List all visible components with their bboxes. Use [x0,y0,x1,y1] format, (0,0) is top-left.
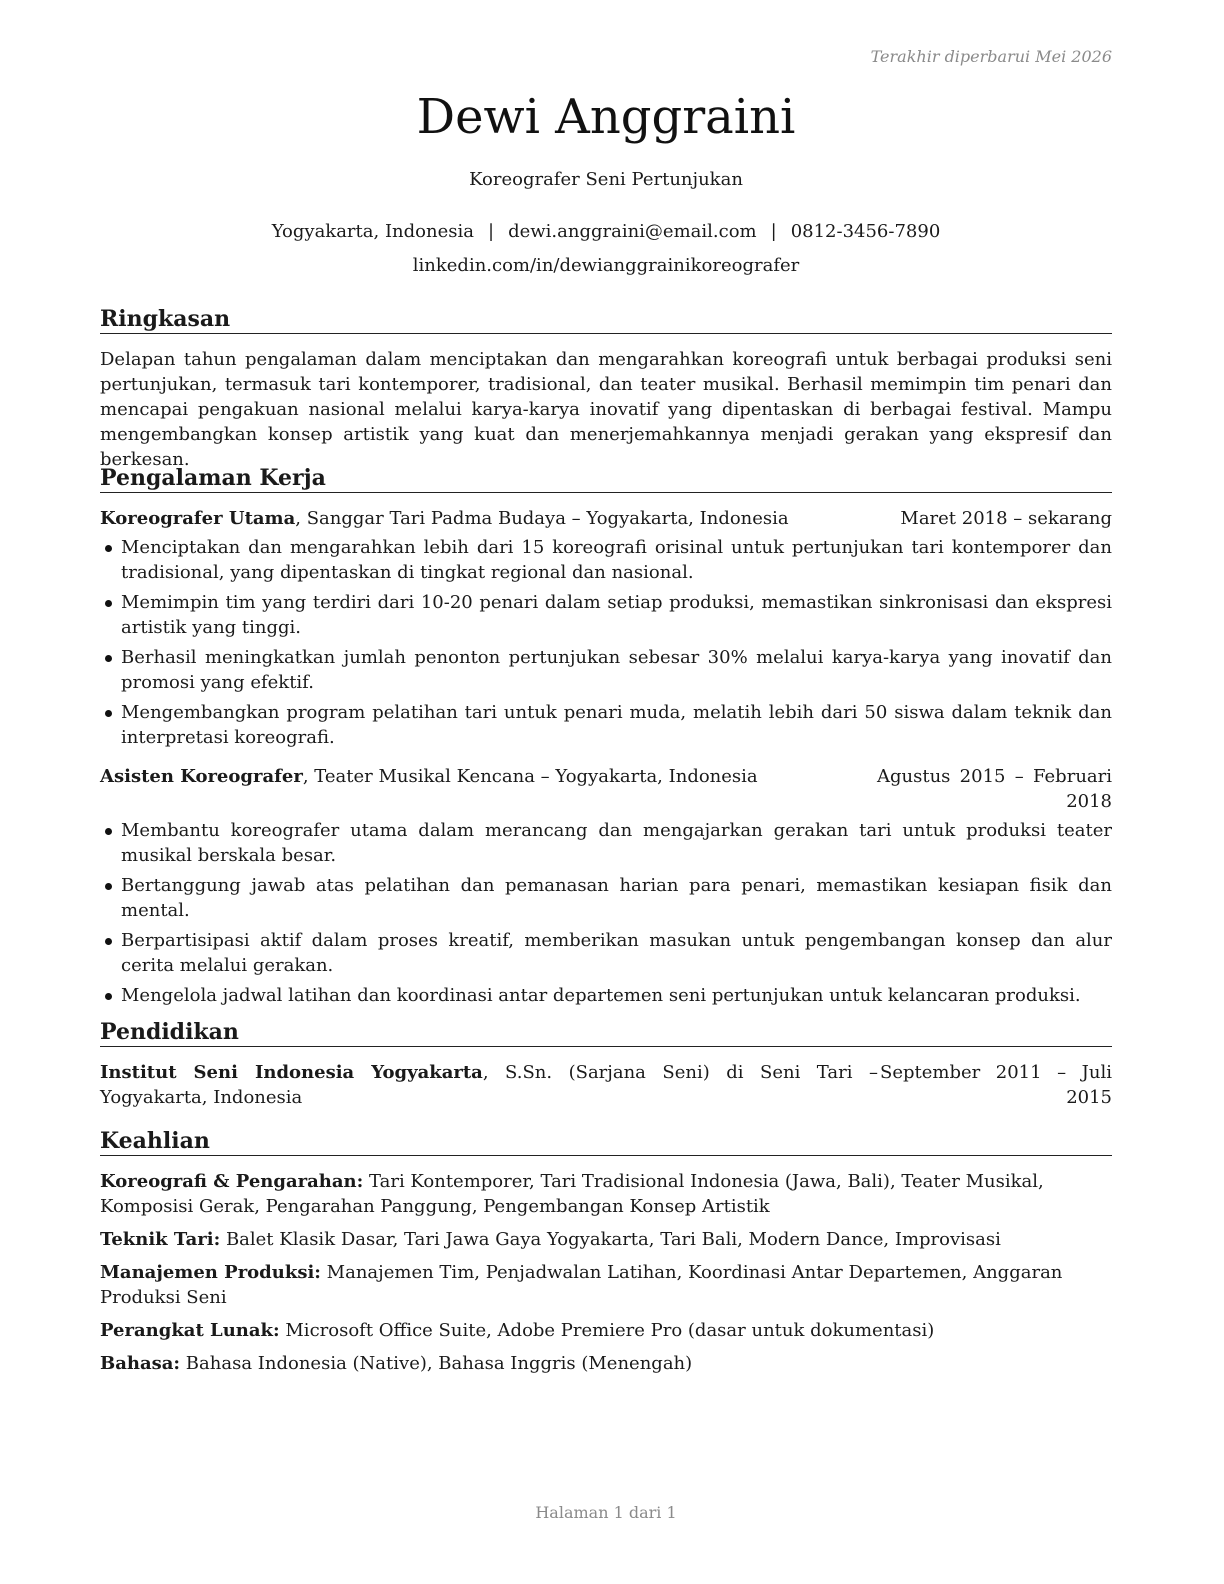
skill-row [100,1260,1112,1310]
list-item: Memimpin tim yang terdiri dari 10-20 penari dalam setiap produksi, memastikan sinkronisasi dan ekspresi artistik yang tinggi. [100,590,1112,640]
contact-phone: 0812-3456-7890 [790,221,941,242]
resume-page [100,0,1112,1584]
skills-section [100,1128,1112,1384]
job-bullets [100,535,1112,750]
job-header [100,506,1112,531]
list-item: Menciptakan dan mengarahkan lebih dari 15 koreografi orisinal untuk pertunjukan tari kontemporer dan tradisional, yang dipentaskan di tingkat regional dan nasional. [100,535,1112,585]
job-entry [100,506,1112,750]
job-header [100,764,1112,814]
skill-value: Bahasa Indonesia (Native), Bahasa Inggris (Menengah) [180,1353,693,1374]
skill-row [100,1169,1112,1219]
education-dates: September 2011 – Juli 2015 [880,1062,1112,1108]
skill-label: Teknik Tari: [100,1229,221,1250]
last-updated: Terakhir diperbarui Mei 2026 [870,47,1112,66]
candidate-name: Dewi Anggraini [416,89,796,145]
skill-value: Tari Kontemporer, Tari Tradisional Indonesia (Jawa, Bali), Teater Musikal, Komposisi Gerak, Pengarahan Panggung, Pengembangan Konsep Artistik [100,1171,1044,1217]
section-heading: Keahlian [100,1128,1112,1156]
skill-label: Manajemen Produksi: [100,1262,321,1283]
section-heading: Pendidikan [100,1019,1112,1047]
skill-label: Bahasa: [100,1353,181,1374]
skill-row [100,1227,1112,1252]
list-item: Berpartisipasi aktif dalam proses kreatif, memberikan masukan untuk pengembangan konsep dan alur cerita melalui gerakan. [100,928,1112,978]
contact-location: Yogyakarta, Indonesia [271,221,474,242]
list-item: Membantu koreografer utama dalam merancang dan mengajarkan gerakan tari untuk produksi teater musikal berskala besar. [100,818,1112,868]
contact-separator: | [487,221,495,242]
contact-line [100,219,1112,244]
experience-section [100,465,1112,1013]
job-dates: Agustus 2015 – Februari 2018 [877,766,1112,812]
page-number: Halaman 1 dari 1 [535,1503,677,1522]
contact-email[interactable]: dewi.anggraini@email.com [508,221,757,242]
section-heading: Pengalaman Kerja [100,465,1112,493]
skill-row [100,1351,1112,1376]
skill-value: Manajemen Tim, Penjadwalan Latihan, Koordinasi Antar Departemen, Anggaran Produksi Seni [100,1262,1063,1308]
list-item: Mengelola jadwal latihan dan koordinasi antar departemen seni pertunjukan untuk kelancaran produksi. [100,983,1112,1008]
skill-value: Balet Klasik Dasar, Tari Jawa Gaya Yogyakarta, Tari Bali, Modern Dance, Improvisasi [220,1229,1001,1250]
list-item: Berhasil meningkatkan jumlah penonton pertunjukan sebesar 30% melalui karya-karya yang inovatif dan promosi yang efektif. [100,645,1112,695]
education-entry [100,1060,1112,1110]
job-title: Asisten Koreografer [100,766,303,787]
job-entry [100,764,1112,1008]
contact-linkedin[interactable]: linkedin.com/in/dewianggrainikoreografer [412,255,800,276]
education-section [100,1019,1112,1110]
education-detail: , S.Sn. (Sarjana Seni) di Seni Tari – Yogyakarta, Indonesia [100,1062,878,1108]
job-dates: Maret 2018 – sekarang [900,508,1112,529]
skill-value: Microsoft Office Suite, Adobe Premiere Pro (dasar untuk dokumentasi) [279,1320,935,1341]
summary-text: Delapan tahun pengalaman dalam menciptakan dan mengarahkan koreografi untuk berbagai produksi seni pertunjukan, termasuk tari kontemporer, tradisional, dan teater musikal. Berhasil memimpin tim penari dan mencapai pengakuan nasional melalui karya-karya inovatif yang dipentaskan di berbagai festival. Mampu mengembangkan konsep artistik yang kuat dan menerjemahkannya menjadi gerakan yang ekspresif dan berkesan. [100,349,1112,470]
job-title: Koreografer Utama [100,508,296,529]
job-organization: , Teater Musikal Kencana – Yogyakarta, Indonesia [302,766,758,787]
contact-separator: | [770,221,777,242]
job-bullets [100,818,1112,1008]
education-school: Institut Seni Indonesia Yogyakarta [100,1062,483,1083]
job-organization: , Sanggar Tari Padma Budaya – Yogyakarta, Indonesia [295,508,789,529]
skill-label: Koreografi & Pengarahan: [100,1171,364,1192]
summary-section [100,306,1112,472]
list-item: Mengembangkan program pelatihan tari untuk penari muda, melatih lebih dari 50 siswa dalam teknik dan interpretasi koreografi. [100,700,1112,750]
skill-row [100,1318,1112,1343]
list-item: Bertanggung jawab atas pelatihan dan pemanasan harian para penari, memastikan kesiapan fisik dan mental. [100,873,1112,923]
candidate-role: Koreografer Seni Pertunjukan [469,169,743,190]
skill-label: Perangkat Lunak: [100,1320,280,1341]
section-heading: Ringkasan [100,306,1112,334]
